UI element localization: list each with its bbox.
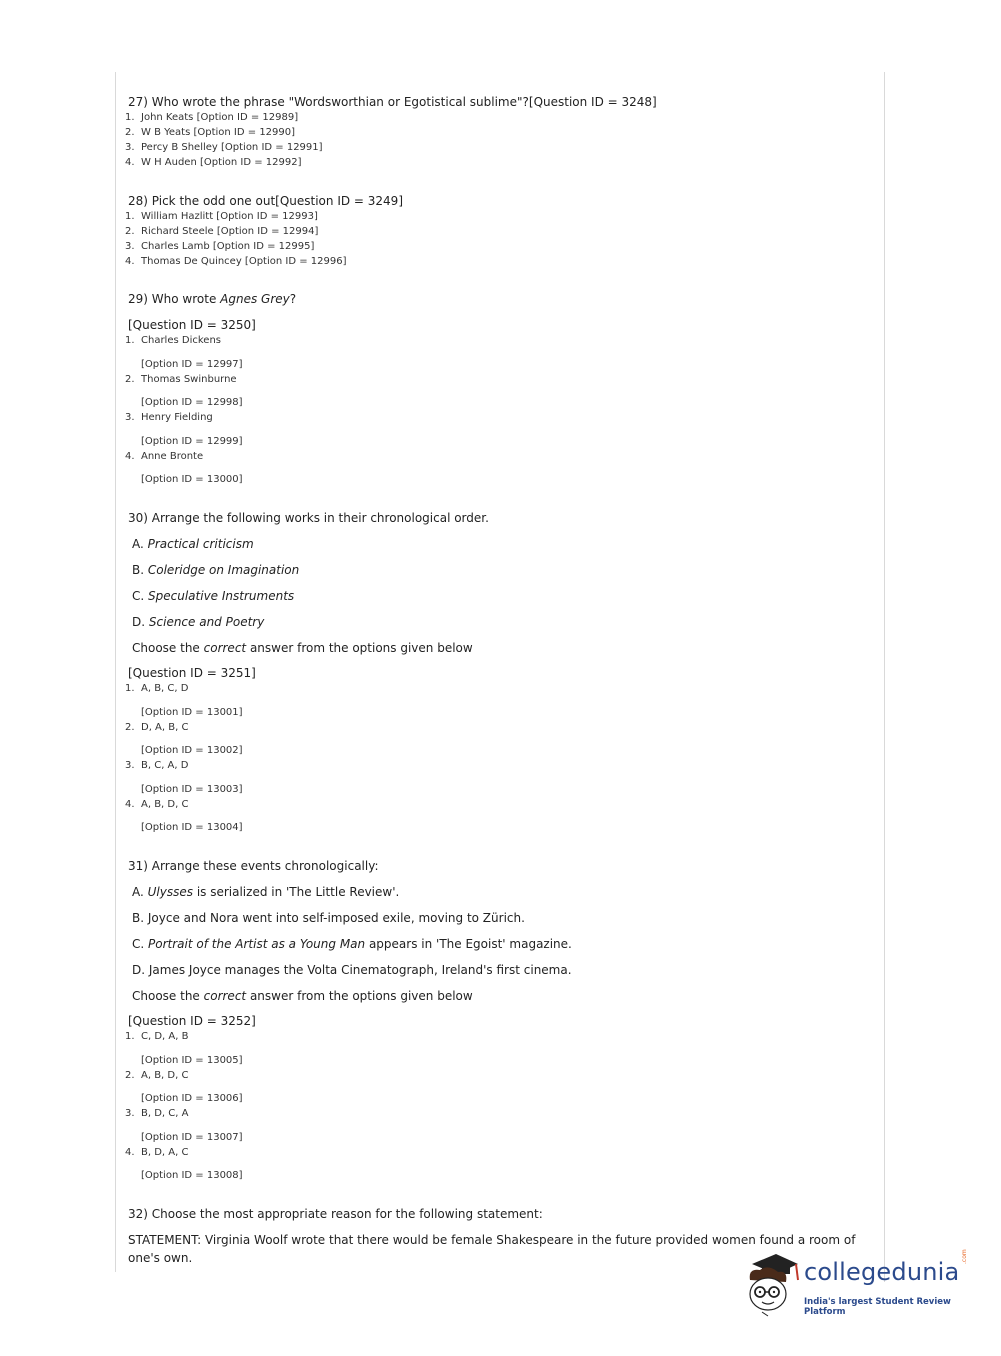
option-id: [Option ID = 12998] xyxy=(141,397,243,408)
item-30-a: A. Practical criticism xyxy=(132,537,254,551)
option-id: [Option ID = 13004] xyxy=(141,822,243,833)
left-margin-line xyxy=(115,72,116,1272)
option-27-2: 2. W B Yeats [Option ID = 12990] xyxy=(125,127,296,138)
item-30-c: C. Speculative Instruments xyxy=(132,589,295,603)
question-text: Arrange these events chronologically: xyxy=(151,859,379,873)
question-text: Choose the most appropriate reason for the following statement: xyxy=(151,1207,543,1221)
option-31-1: 1. C, D, A, B xyxy=(125,1031,189,1042)
collegedunia-logo xyxy=(742,1250,972,1320)
item-31-d: D. James Joyce manages the Volta Cinematograph, Ireland's first cinema. xyxy=(132,963,572,977)
right-margin-line xyxy=(884,72,885,1282)
question-28 xyxy=(128,194,403,208)
question-id: [Question ID = 3252] xyxy=(128,1014,256,1028)
option-28-2: 2. Richard Steele [Option ID = 12994] xyxy=(125,226,319,237)
question-30 xyxy=(128,511,489,525)
question-id: [Question ID = 3251] xyxy=(128,666,256,680)
option-id: [Option ID = 13001] xyxy=(141,707,243,718)
option-29-3: 3. Henry Fielding xyxy=(125,412,213,423)
question-27 xyxy=(128,95,657,109)
option-31-2: 2. A, B, D, C xyxy=(125,1070,189,1081)
option-30-4: 4. A, B, D, C xyxy=(125,799,189,810)
option-28-1: 1. William Hazlitt [Option ID = 12993] xyxy=(125,211,318,222)
statement: STATEMENT: Virginia Woolf wrote that there would be female Shakespeare in the future provided women found a room of one's own. xyxy=(128,1233,856,1265)
item-31-b: B. Joyce and Nora went into self-imposed exile, moving to Zürich. xyxy=(132,911,525,925)
option-id: [Option ID = 13005] xyxy=(141,1055,243,1066)
question-text: Who wrote the phrase "Wordsworthian or Egotistical sublime"?[Question ID = 3248] xyxy=(151,95,657,109)
question-number: 27) xyxy=(128,95,148,109)
logo-tagline: India's largest Student Review Platform xyxy=(804,1297,951,1317)
mascot-icon xyxy=(742,1250,802,1320)
option-28-3: 3. Charles Lamb [Option ID = 12995] xyxy=(125,241,315,252)
option-31-4: 4. B, D, A, C xyxy=(125,1147,189,1158)
option-28-4: 4. Thomas De Quincey [Option ID = 12996] xyxy=(125,256,347,267)
option-id: [Option ID = 13008] xyxy=(141,1170,243,1181)
option-id: [Option ID = 13003] xyxy=(141,784,243,795)
question-number: 30) xyxy=(128,511,148,525)
option-29-4: 4. Anne Bronte xyxy=(125,451,204,462)
option-id: [Option ID = 13007] xyxy=(141,1132,243,1143)
option-id: [Option ID = 13002] xyxy=(141,745,243,756)
option-30-3: 3. B, C, A, D xyxy=(125,760,189,771)
item-31-a: A. Ulysses is serialized in 'The Little Review'. xyxy=(132,885,400,899)
option-29-2: 2. Thomas Swinburne xyxy=(125,374,237,385)
option-id: [Option ID = 12997] xyxy=(141,359,243,370)
logo-wordmark: collegedunia xyxy=(804,1258,960,1286)
question-29: 29) Who wrote Agnes Grey? xyxy=(128,292,297,306)
option-27-3: 3. Percy B Shelley [Option ID = 12991] xyxy=(125,142,323,153)
option-30-2: 2. D, A, B, C xyxy=(125,722,189,733)
option-30-1: 1. A, B, C, D xyxy=(125,683,189,694)
question-text: Arrange the following works in their chronological order. xyxy=(151,511,489,525)
option-27-1: 1. John Keats [Option ID = 12989] xyxy=(125,112,299,123)
choose-instruction: Choose the correct answer from the options given below xyxy=(132,641,473,655)
question-number: 28) xyxy=(128,194,148,208)
item-31-c: C. Portrait of the Artist as a Young Man appears in 'The Egoist' magazine. xyxy=(132,937,572,951)
choose-instruction: Choose the correct answer from the options given below xyxy=(132,989,473,1003)
option-id: [Option ID = 12999] xyxy=(141,436,243,447)
option-31-3: 3. B, D, C, A xyxy=(125,1108,189,1119)
question-number: 29) xyxy=(128,292,148,306)
question-number: 32) xyxy=(128,1207,148,1221)
option-id: [Option ID = 13006] xyxy=(141,1093,243,1104)
logo-suffix: .com xyxy=(961,1249,968,1264)
question-31 xyxy=(128,859,379,873)
option-29-1: 1. Charles Dickens xyxy=(125,335,221,346)
option-27-4: 4. W H Auden [Option ID = 12992] xyxy=(125,157,302,168)
item-30-d: D. Science and Poetry xyxy=(132,615,265,629)
question-32 xyxy=(128,1207,543,1221)
question-number: 31) xyxy=(128,859,148,873)
question-text: Pick the odd one out[Question ID = 3249] xyxy=(151,194,403,208)
option-id: [Option ID = 13000] xyxy=(141,474,243,485)
question-id: [Question ID = 3250] xyxy=(128,318,256,332)
item-30-b: B. Coleridge on Imagination xyxy=(132,563,300,577)
